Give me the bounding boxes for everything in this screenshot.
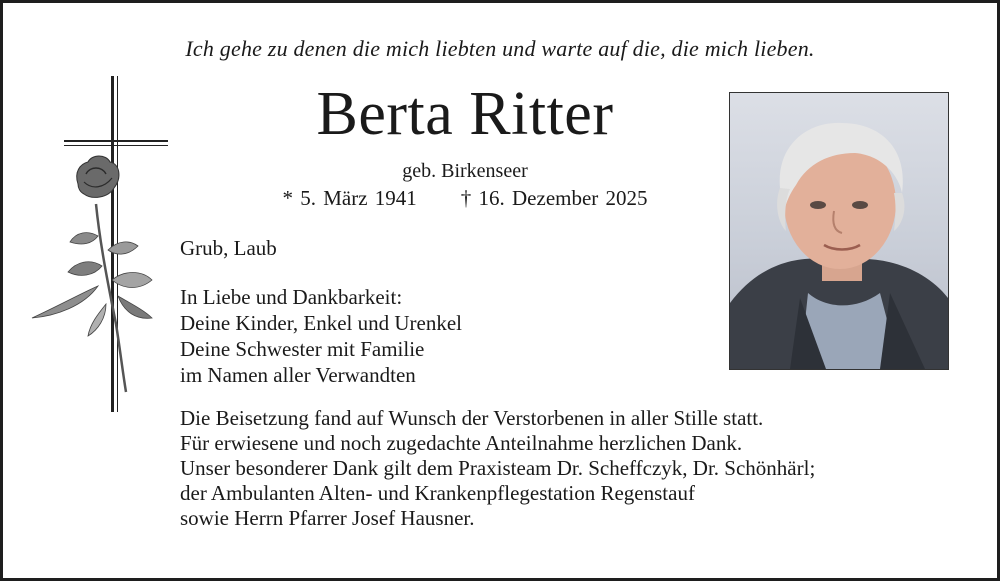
death-date: † 16. Dezember 2025 (460, 186, 648, 210)
cross-rose-illustration (28, 74, 178, 419)
portrait-photo (729, 92, 949, 370)
thanks-line: Die Beisetzung fand auf Wunsch der Verstorbenen in aller Stille statt. (180, 406, 764, 430)
mourners-line: In Liebe und Dankbarkeit: (180, 285, 403, 309)
mourners-line: im Namen aller Verwandten (180, 363, 416, 387)
birth-date: * 5. März 1941 (282, 186, 417, 210)
rose-icon (32, 156, 152, 392)
place-of-residence: Grub, Laub (180, 236, 277, 260)
motto-quote: Ich gehe zu denen die mich liebten und warte auf die, die mich lieben. (185, 36, 815, 61)
deceased-name: Berta Ritter (316, 80, 614, 148)
mourners-line: Deine Kinder, Enkel und Urenkel (180, 311, 462, 335)
mourners-line: Deine Schwester mit Familie (180, 337, 425, 361)
portrait-illustration (730, 93, 948, 369)
life-dates (230, 186, 700, 211)
thanks-line: Für erwiesene und noch zugedachte Anteilnahme herzlichen Dank. (180, 431, 743, 455)
thanks-block (180, 406, 815, 531)
thanks-line: Unser besonderer Dank gilt dem Praxisteam Dr. Scheffczyk, Dr. Schönhärl; (180, 456, 816, 480)
thanks-line: sowie Herrn Pfarrer Josef Hausner. (180, 506, 475, 530)
birth-name: geb. Birkenseer (402, 160, 528, 182)
thanks-line: der Ambulanten Alten- und Krankenpflegestation Regenstauf (180, 481, 695, 505)
mourners-block (180, 284, 462, 388)
